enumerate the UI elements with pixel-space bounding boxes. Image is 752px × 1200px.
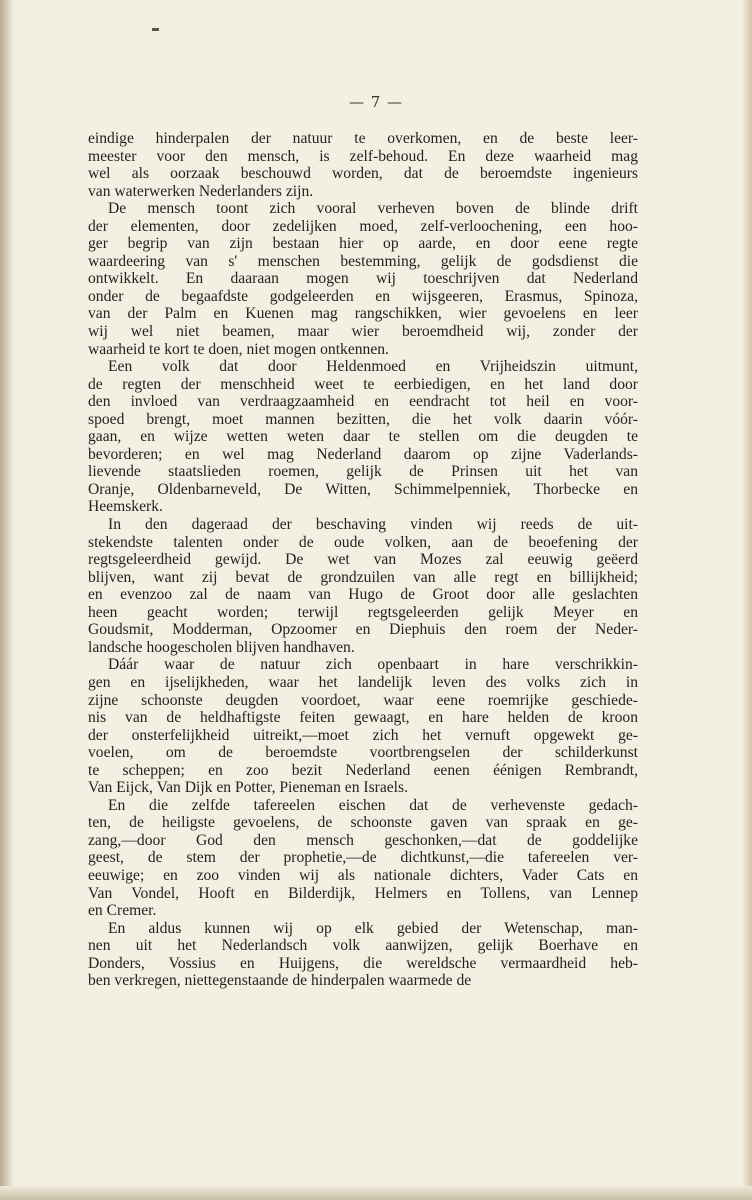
text-line: Van Vondel, Hooft en Bilderdijk, Helmers en Tollens, van Lennep [88,884,638,902]
text-line: spoed brengt, moet mannen bezitten, die het volk daarin vóór- [88,410,638,428]
text-line: eeuwige; en zoo vinden wij als nationale dichters, Vader Cats en [88,866,638,884]
text-line: landsche hoogescholen blijven handhaven. [88,638,355,656]
text-line: der elementen, door zedelijken moed, zelf-verloochening, een hoo- [88,217,638,235]
page-number: — 7 — [348,93,404,111]
text-line: Goudsmit, Modderman, Opzoomer en Diephuis den roem der Neder- [88,621,638,639]
text-line: In den dageraad der beschaving vinden wij reeds de uit- [108,516,638,534]
paragraph [88,200,638,358]
text-line: En aldus kunnen wij op elk gebied der Wetenschap, man- [108,919,638,937]
page-spine-shadow [0,0,14,1200]
paragraph [88,358,638,516]
text-line: blijven, want zij bevat de grondzuilen van alle regt en billijkheid; [88,568,638,586]
text-line: regtsgeleerdheid gewijd. De wet van Mozes zal eeuwig geëerd [88,551,638,569]
text-line: onder de begaafdste godgeleerden en wijsgeeren, Erasmus, Spinoza, [88,287,638,305]
paragraph [88,656,638,796]
text-line: Een volk dat door Heldenmoed en Vrijheidszin uitmunt, [108,358,638,376]
text-line: lievende staatslieden roemen, gelijk de Prinsen uit het van [88,463,638,481]
body-text [88,130,638,990]
text-line: wel als oorzaak beschouwd worden, dat de beroemdste ingenieurs [88,165,638,183]
text-line: en evenzoo zal de naam van Hugo de Groot door alle geslachten [88,586,638,604]
text-line: zang,—door God den mensch geschonken,—dat de goddelijke [88,831,638,849]
text-line: wij wel niet beamen, maar wier beroemdheid wij, zonder der [88,323,638,341]
text-line: ger begrip van zijn bestaan hier op aarde, en door eene regte [88,235,638,253]
ink-mark [152,28,159,31]
text-line: ontwikkelt. En daaraan mogen wij toeschrijven dat Nederland [88,270,638,288]
text-line: geest, de stem der prophetie,—de dichtkunst,—die tafereelen ver- [88,849,638,867]
text-line: heen geacht worden; terwijl regtsgeleerden gelijk Meyer en [88,603,638,621]
text-line: der onsterfelijkheid uitreikt,—moet zich het vernuft opgewekt ge- [88,726,638,744]
text-line: stekendste talenten onder de oude volken, aan de beoefening der [88,533,638,551]
text-line: nis van de heldhaftigste feiten gewaagt, en hare helden de kroon [88,709,638,727]
text-line: bevorderen; en wel mag Nederland daarom op zijne Vaderlands- [88,445,638,463]
text-line: eindige hinderpalen der natuur te overkomen, en de beste leer- [88,130,638,147]
text-line: Donders, Vossius en Huijgens, die wereldsche vermaardheid heb- [88,954,638,972]
text-line: den invloed van verdraagzaamheid en eendracht tot heil en voor- [88,393,638,411]
text-line: voelen, om de beroemdste voortbrengselen der schilderkunst [88,744,638,762]
text-line: De mensch toont zich vooral verheven boven de blinde drift [108,200,638,218]
text-line: meester voor den mensch, is zelf-behoud. En deze waarheid mag [88,147,638,165]
text-line: gaan, en wijze wetten weten daar te stellen om die deugden te [88,428,638,446]
paragraph [88,516,638,656]
text-line: gen en ijselijkheden, waar het landelijk leven des volks zich in [88,673,638,691]
text-line: ten, de heiligste gevoelens, de schoonste gaven van spraak en ge- [88,814,638,832]
text-line: van waterwerken Nederlanders zijn. [88,182,314,200]
page-edge-right [743,0,752,1200]
text-line: Van Eijck, Van Dijk en Potter, Pieneman en Israels. [88,779,408,797]
paragraph [88,797,638,920]
text-line: de regten der menschheid weet te eerbiedigen, en het land door [88,375,638,393]
text-line: waarheid te kort te doen, niet mogen ontkennen. [88,340,389,358]
text-line: ben verkregen, niettegenstaande de hinderpalen waarmede de [88,972,472,990]
text-line: van der Palm en Kuenen mag rangschikken, wier gevoelens en leer [88,305,638,323]
paragraph [88,920,638,990]
text-line: Dáár waar de natuur zich openbaart in hare verschrikkin- [108,656,638,674]
text-line: waardeering van s' menschen bestemming, gelijk de godsdienst die [88,252,638,270]
text-line: En die zelfde tafereelen eischen dat de verhevenste gedach- [108,796,638,814]
text-line: zijne schoonste deugden voordoet, waar eene roemrijke geschiede- [88,691,638,709]
text-line: nen uit het Nederlandsch volk aanwijzen, gelijk Boerhave en [88,937,638,955]
paragraph [88,130,638,200]
text-line: Oranje, Oldenbarneveld, De Witten, Schimmelpenniek, Thorbecke en [88,480,638,498]
text-line: en Cremer. [88,902,157,920]
text-line: Heemskerk. [88,498,163,516]
page-edge-bottom [0,1186,752,1200]
text-line: te scheppen; en zoo bezit Nederland eenen éénigen Rembrandt, [88,761,638,779]
